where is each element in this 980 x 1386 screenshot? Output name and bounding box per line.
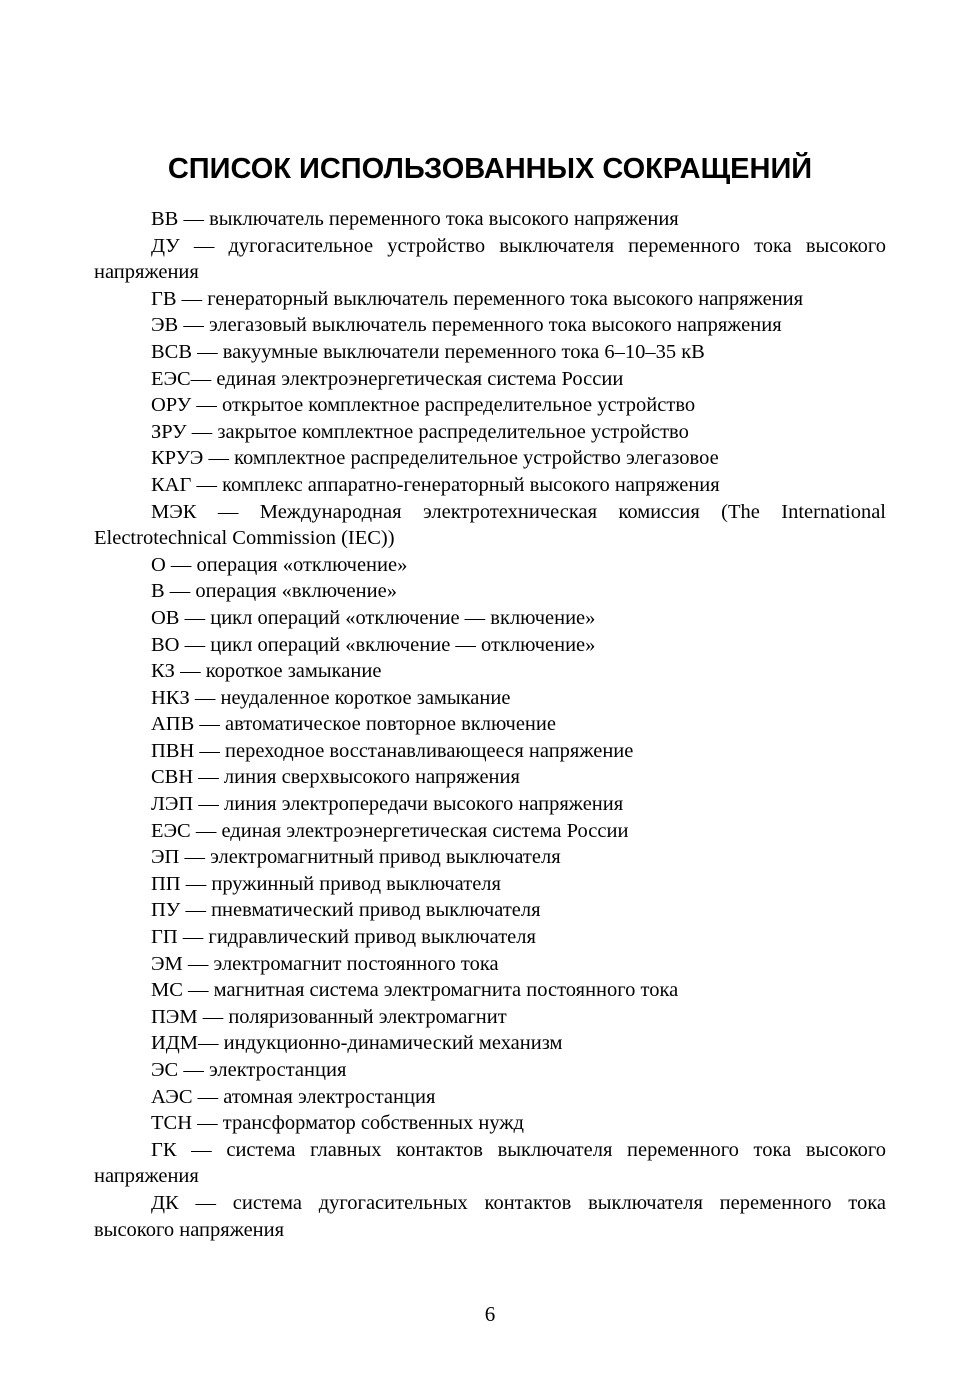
list-item: ВО — цикл операций «включение — отключение» — [151, 633, 596, 656]
abbreviations-list — [94, 206, 886, 1243]
list-item: ВСВ — вакуумные выключатели переменного тока 6–10–35 кВ — [151, 340, 705, 363]
list-item: СВН — линия сверхвысокого напряжения — [151, 766, 520, 789]
page-title: СПИСОК ИСПОЛЬЗОВАННЫХ СОКРАЩЕНИЙ — [167, 153, 813, 185]
list-item: ИДМ— индукционно-динамический механизм — [151, 1032, 563, 1055]
list-item: ЭМ — электромагнит постоянного тока — [151, 952, 499, 975]
list-item: АПВ — автоматическое повторное включение — [151, 713, 556, 736]
list-item: ЗРУ — закрытое комплектное распределительное устройство — [151, 420, 689, 443]
page-number: 6 — [484, 1302, 496, 1326]
list-item: ДК — система дугогасительных контактов выключателя переменного тока высокого напряжения — [94, 1191, 886, 1241]
list-item: ЕЭС — единая электроэнергетическая система России — [151, 819, 629, 842]
list-item: ЛЭП — линия электропередачи высокого напряжения — [151, 793, 624, 816]
list-item: ОВ — цикл операций «отключение — включение» — [151, 606, 596, 629]
list-item: О — операция «отключение» — [151, 553, 408, 576]
list-item: МЭК — Международная электротехническая комиссия (The International Electrotechnical Commission (IEC)) — [94, 500, 886, 550]
list-item: ГВ — генераторный выключатель переменного тока высокого напряжения — [151, 287, 804, 310]
list-item: ПВН — переходное восстанавливающееся напряжение — [151, 739, 634, 762]
list-item: ПУ — пневматический привод выключателя — [151, 899, 541, 922]
list-item: ГП — гидравлический привод выключателя — [151, 926, 536, 949]
list-item: ВВ — выключатель переменного тока высокого напряжения — [151, 208, 679, 230]
list-item: НКЗ — неудаленное короткое замыкание — [151, 686, 511, 709]
list-item: ГК — система главных контактов выключателя переменного тока высокого напряжения — [94, 1138, 886, 1188]
list-item: КРУЭ — комплектное распределительное устройство элегазовое — [151, 447, 719, 470]
list-item: ТСН — трансформатор собственных нужд — [151, 1112, 524, 1135]
list-item: ЭВ — элегазовый выключатель переменного тока высокого напряжения — [151, 314, 782, 337]
list-item: ДУ — дугогасительное устройство выключателя переменного тока высокого напряжения — [94, 234, 886, 284]
list-item: ЭП — электромагнитный привод выключателя — [151, 846, 561, 869]
list-item: АЭС — атомная электростанция — [151, 1085, 436, 1108]
list-item: КЗ — короткое замыкание — [151, 660, 382, 683]
list-item: ЕЭС— единая электроэнергетическая система России — [151, 367, 624, 390]
list-item: ПП — пружинный привод выключателя — [151, 872, 501, 895]
list-item: КАГ — комплекс аппаратно-генераторный высокого напряжения — [151, 473, 720, 496]
list-item: ПЭМ — поляризованный электромагнит — [151, 1005, 507, 1028]
list-item: МС — магнитная система электромагнита постоянного тока — [151, 979, 679, 1002]
list-item: ОРУ — открытое комплектное распределительное устройство — [151, 394, 696, 417]
list-item: ЭС — электростанция — [151, 1059, 347, 1081]
list-item: В — операция «включение» — [151, 580, 397, 603]
